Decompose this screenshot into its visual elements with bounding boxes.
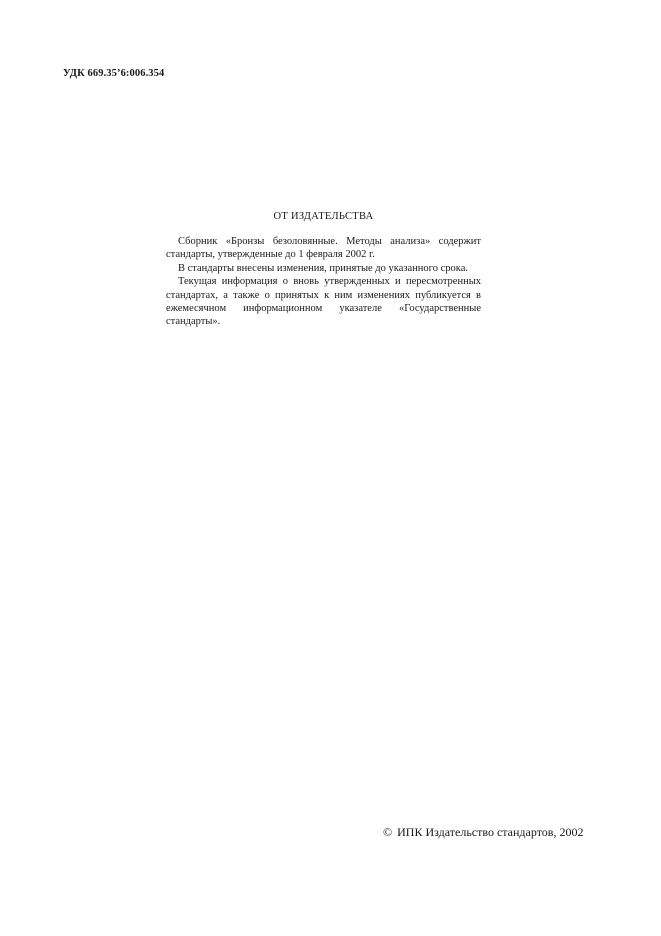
udk-code: УДК 669.35’6:006.354 bbox=[63, 68, 165, 79]
copyright-line bbox=[383, 825, 583, 840]
note-title: ОТ ИЗДАТЕЛЬСТВА bbox=[273, 211, 374, 222]
copyright-text: ИПК Издательство стандартов, 2002 bbox=[397, 825, 584, 839]
note-paragraph-3: Текущая информация о вновь утвержденных и пересмотренных стандартах, а также о принятых к ним изменениях публикуется в ежемесячном информационном указателе «Государственные стандарты». bbox=[166, 276, 481, 328]
copyright-icon: © bbox=[383, 825, 393, 839]
note-paragraph-2: В стандарты внесены изменения, принятые до указанного срока. bbox=[178, 262, 468, 274]
note-paragraph-1: Сборник «Бронзы безоловянные. Методы анализа» содержит стандарты, утвержденные до 1 февраля 2002 г. bbox=[166, 236, 481, 261]
publisher-note bbox=[166, 211, 481, 329]
